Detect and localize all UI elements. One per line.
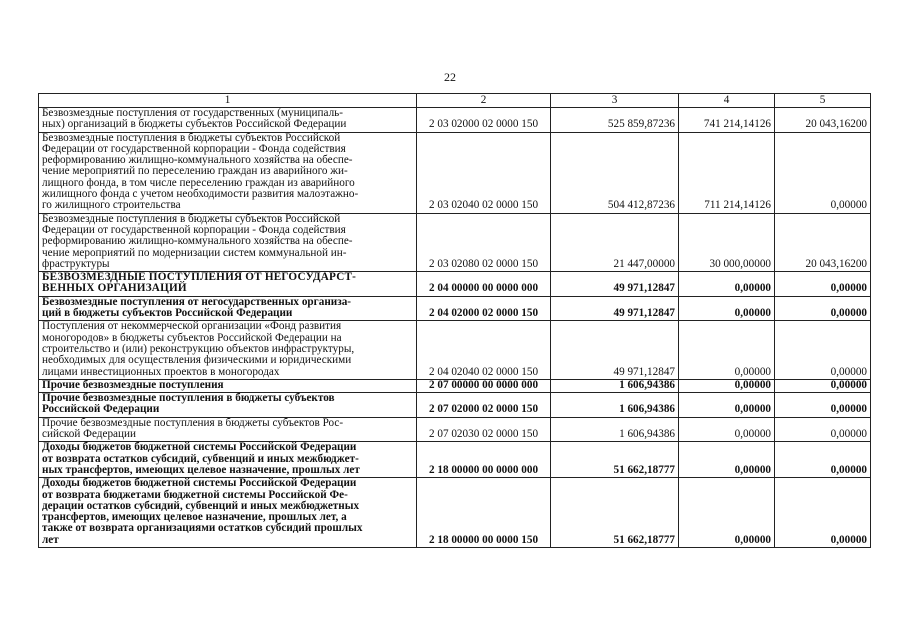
row-value-col3: 49 971,12847 (551, 296, 679, 321)
row-name-cell (39, 321, 417, 379)
row-value-col3: 51 662,18777 (551, 442, 679, 478)
row-value-col3: 1 606,94386 (551, 393, 679, 418)
table-row (39, 296, 871, 321)
column-header-3: 3 (551, 94, 679, 108)
row-value-col5: 20 043,16200 (775, 213, 871, 271)
row-value-col4: 0,00000 (679, 393, 775, 418)
column-header-2: 2 (417, 94, 551, 108)
table-row (39, 393, 871, 418)
row-value-col3: 1 606,94386 (551, 417, 679, 442)
row-name-line: Прочие безвозмездные поступления (42, 379, 224, 391)
row-value-col5: 0,00000 (775, 393, 871, 418)
row-value-col5: 0,00000 (775, 272, 871, 297)
row-name-line: чение мероприятий по модернизации систем коммунальной ин- (42, 246, 347, 259)
row-code-cell: 2 18 00000 00 0000 000 (417, 442, 551, 478)
row-value-col4: 0,00000 (679, 417, 775, 442)
row-name-cell (39, 442, 417, 478)
row-name-line: ных) организаций в бюджеты субъектов Российской Федерации (42, 118, 347, 131)
table-row (39, 417, 871, 442)
row-value-col5: 0,00000 (775, 321, 871, 379)
row-code-cell: 2 07 00000 00 0000 000 (417, 379, 551, 392)
row-name-line: Федерации от государственной корпорации - Фонда содействия (42, 142, 346, 155)
row-code-cell: 2 04 02040 02 0000 150 (417, 321, 551, 379)
row-value-col4: 0,00000 (679, 379, 775, 392)
row-name-line: Прочие безвозмездные поступления в бюджеты субъектов Рос- (42, 417, 344, 429)
row-value-col5: 20 043,16200 (775, 108, 871, 133)
row-value-col3: 504 412,87236 (551, 132, 679, 213)
row-name-line: необходимых для осуществления физическими и юридическими (42, 354, 352, 367)
row-value-col5: 0,00000 (775, 379, 871, 392)
revenue-table (38, 93, 871, 548)
row-value-col5: 0,00000 (775, 442, 871, 478)
column-header-1: 1 (39, 94, 417, 108)
row-name-line: жилищного фонда с учетом необходимости развития малоэтажно- (42, 188, 359, 201)
row-name-line: Безвозмездные поступления от негосударственных организа- (42, 296, 352, 308)
row-code-cell: 2 03 02080 02 0000 150 (417, 213, 551, 271)
row-name-line: Федерации от государственной корпорации - Фонда содействия (42, 223, 346, 236)
row-name-line: БЕЗВОЗМЕЗДНЫЕ ПОСТУПЛЕНИЯ ОТ НЕГОСУДАРСТ- (42, 271, 357, 284)
row-name-line: ций в бюджеты субъектов Российской Федерации (42, 307, 293, 320)
row-name-cell (39, 296, 417, 321)
row-value-col4: 30 000,00000 (679, 213, 775, 271)
row-value-col5: 0,00000 (775, 132, 871, 213)
row-name-line: сийской Федерации (42, 428, 136, 441)
row-value-col3: 49 971,12847 (551, 272, 679, 297)
row-name-line: Безвозмездные поступления от государственных (муниципаль- (42, 107, 343, 119)
row-value-col3: 1 606,94386 (551, 379, 679, 392)
table-row (39, 272, 871, 297)
row-value-col4: 711 214,14126 (679, 132, 775, 213)
row-name-line: фраструктуры (42, 257, 110, 270)
table-row (39, 478, 871, 548)
row-value-col3: 525 859,87236 (551, 108, 679, 133)
row-name-line: Безвозмездные поступления в бюджеты субъектов Российской (42, 213, 341, 225)
row-name-cell (39, 272, 417, 297)
table-row (39, 442, 871, 478)
row-value-col3: 49 971,12847 (551, 321, 679, 379)
row-value-col4: 0,00000 (679, 272, 775, 297)
table-row (39, 108, 871, 133)
row-name-line: Российской Федерации (42, 403, 160, 416)
table-row (39, 213, 871, 271)
row-name-cell (39, 132, 417, 213)
column-header-4: 4 (679, 94, 775, 108)
row-value-col5: 0,00000 (775, 478, 871, 548)
row-name-line: Прочие безвозмездные поступления в бюджеты субъектов (42, 392, 335, 405)
row-code-cell: 2 07 02030 02 0000 150 (417, 417, 551, 442)
row-value-col5: 0,00000 (775, 417, 871, 442)
row-name-line: трансфертов, имеющих целевое назначение, прошлых лет, а (42, 511, 347, 524)
row-name-cell (39, 393, 417, 418)
row-value-col4: 741 214,14126 (679, 108, 775, 133)
row-name-line: лет (42, 533, 59, 546)
row-name-line: го жилищного строительства (42, 199, 181, 212)
row-name-cell (39, 108, 417, 133)
row-name-line: реформированию жилищно-коммунального хозяйства на обеспе- (42, 235, 353, 248)
row-code-cell: 2 07 02000 02 0000 150 (417, 393, 551, 418)
row-name-cell (39, 417, 417, 442)
column-header-5: 5 (775, 94, 871, 108)
row-value-col3: 51 662,18777 (551, 478, 679, 548)
row-name-cell (39, 478, 417, 548)
row-code-cell: 2 04 02000 02 0000 150 (417, 296, 551, 321)
row-value-col4: 0,00000 (679, 296, 775, 321)
row-name-cell (39, 379, 417, 392)
row-name-line: дерации остатков субсидий, субвенций и иных межбюджетных (42, 499, 360, 512)
row-name-line: моногородов» в бюджеты субъектов Российской Федерации на (42, 331, 342, 344)
row-name-line: от возврата бюджетами бюджетной системы Российской Фе- (42, 488, 348, 501)
table-row (39, 379, 871, 392)
row-code-cell: 2 03 02000 02 0000 150 (417, 108, 551, 133)
row-code-cell: 2 04 00000 00 0000 000 (417, 272, 551, 297)
row-value-col4: 0,00000 (679, 478, 775, 548)
row-name-line: от возврата остатков субсидий, субвенций и иных межбюджет- (42, 452, 359, 465)
table-header-row (39, 94, 871, 108)
row-value-col4: 0,00000 (679, 442, 775, 478)
row-name-line: Доходы бюджетов бюджетной системы Российской Федерации (42, 441, 357, 454)
page-number: 22 (444, 70, 456, 84)
row-name-line: лищного фонда, в том числе переселению граждан из аварийного (42, 176, 355, 189)
row-name-line: Безвозмездные поступления в бюджеты субъектов Российской (42, 132, 341, 144)
row-name-line: строительство и (или) реконструкцию объектов инфраструктуры, (42, 342, 355, 355)
table-row (39, 132, 871, 213)
row-value-col3: 21 447,00000 (551, 213, 679, 271)
row-name-line: реформированию жилищно-коммунального хозяйства на обеспе- (42, 154, 353, 167)
row-name-line: лицами инвестиционных проектов в моногородах (42, 365, 280, 378)
row-name-line: Поступления от некоммерческой организации «Фонд развития (42, 320, 342, 333)
row-name-line: чение мероприятий по переселению граждан из аварийного жи- (42, 165, 348, 178)
row-name-line: ных трансфертов, имеющих целевое назначение, прошлых лет (42, 463, 360, 476)
row-code-cell: 2 03 02040 02 0000 150 (417, 132, 551, 213)
row-code-cell: 2 18 00000 00 0000 150 (417, 478, 551, 548)
row-value-col5: 0,00000 (775, 296, 871, 321)
row-name-cell (39, 213, 417, 271)
row-value-col4: 0,00000 (679, 321, 775, 379)
table-row (39, 321, 871, 379)
row-name-line: также от возврата организациями остатков субсидий прошлых (42, 522, 363, 535)
row-name-line: Доходы бюджетов бюджетной системы Российской Федерации (42, 477, 357, 490)
row-name-line: ВЕННЫХ ОРГАНИЗАЦИЙ (42, 282, 187, 295)
